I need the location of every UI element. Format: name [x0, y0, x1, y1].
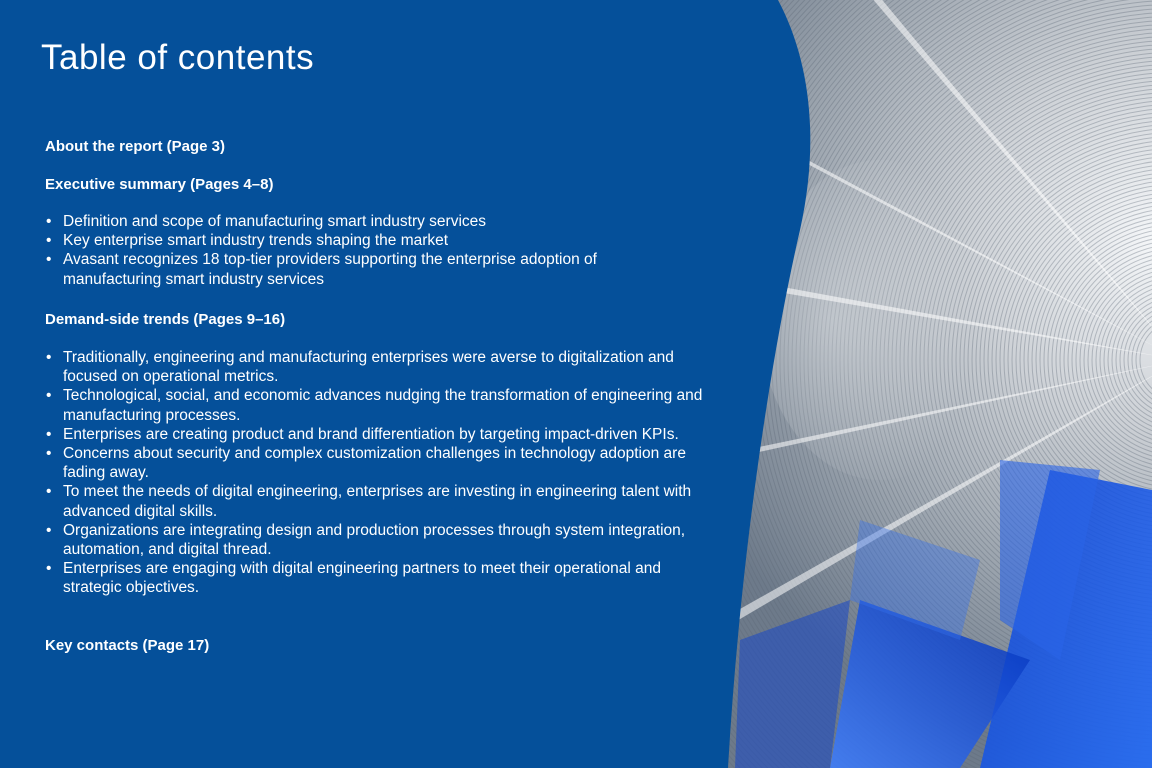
- list-item: • Concerns about security and complex customization challenges in technology adoption are fading away.: [45, 444, 717, 482]
- list-item: • Avasant recognizes 18 top-tier providers supporting the enterprise adoption of manufacturing smart industry services: [45, 250, 695, 288]
- list-item: • Key enterprise smart industry trends shaping the market: [45, 231, 695, 250]
- section-heading-key-contacts: Key contacts (Page 17): [45, 637, 210, 654]
- section-heading-about: About the report (Page 3): [45, 138, 226, 155]
- list-item: • Technological, social, and economic advances nudging the transformation of engineering and manufacturing processes.: [45, 386, 717, 424]
- list-item: • Enterprises are creating product and brand differentiation by targeting impact-driven KPIs.: [45, 425, 717, 444]
- list-item: • To meet the needs of digital engineering, enterprises are investing in engineering talent with advanced digital skills.: [45, 482, 717, 520]
- demand-side-trends-list: [45, 348, 717, 598]
- list-item: • Definition and scope of manufacturing smart industry services: [45, 212, 695, 231]
- section-about: [45, 137, 225, 156]
- section-executive-summary: [45, 175, 273, 194]
- section-heading-demand-side-trends: Demand-side trends (Pages 9–16): [45, 311, 286, 328]
- section-demand-side-trends: [45, 310, 285, 329]
- list-item: • Enterprises are engaging with digital engineering partners to meet their operational and strategic objectives.: [45, 559, 717, 597]
- section-heading-executive-summary: Executive summary (Pages 4–8): [45, 176, 274, 193]
- list-item: • Organizations are integrating design and production processes through system integration, automation, and digital thread.: [45, 521, 717, 559]
- list-item: • Traditionally, engineering and manufacturing enterprises were averse to digitalization and focused on operational metrics.: [45, 348, 717, 386]
- executive-summary-list: [45, 212, 695, 289]
- section-key-contacts: [45, 636, 209, 655]
- page-title: Table of contents: [41, 38, 315, 77]
